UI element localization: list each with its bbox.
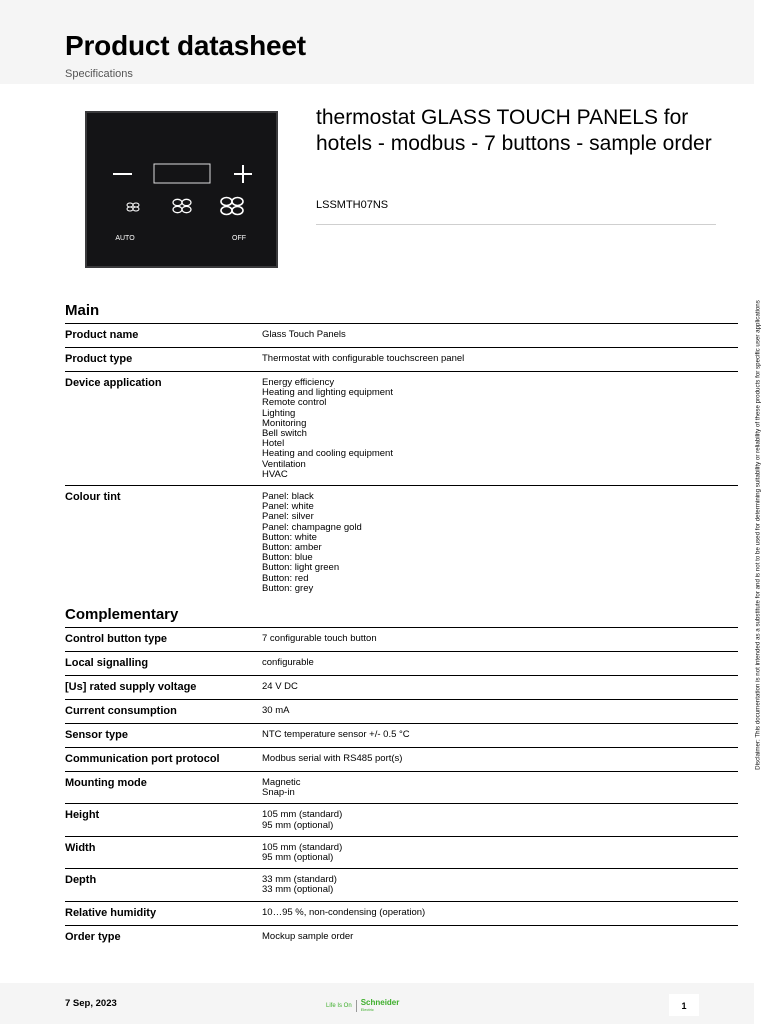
spec-value: HVAC xyxy=(262,468,288,480)
spec-value: Ventilation xyxy=(262,458,306,470)
spec-values xyxy=(262,808,738,830)
spec-values xyxy=(262,352,738,366)
section-title-complementary: Complementary xyxy=(65,606,738,628)
spec-values xyxy=(262,906,738,920)
spec-value: Heating and cooling equipment xyxy=(262,448,393,460)
spec-values xyxy=(262,632,738,646)
fan-medium-icon xyxy=(173,199,191,212)
fan-low-icon xyxy=(127,203,139,211)
spec-values xyxy=(262,776,738,798)
spec-value: Hotel xyxy=(262,438,285,450)
logo-brand-sub: Electric xyxy=(360,1007,374,1012)
spec-row xyxy=(65,652,738,676)
spec-values xyxy=(262,704,738,718)
spec-value: Thermostat with configurable touchscreen panel xyxy=(262,353,465,364)
spec-row xyxy=(65,837,738,869)
header-band xyxy=(0,0,754,84)
spec-value: Remote control xyxy=(262,397,327,409)
spec-label: Product name xyxy=(65,329,139,341)
spec-row xyxy=(65,902,738,926)
spec-row xyxy=(65,804,738,836)
spec-row xyxy=(65,486,738,599)
spec-label: Order type xyxy=(65,930,121,943)
main-section xyxy=(65,302,738,599)
spec-value: Button: amber xyxy=(262,542,322,554)
spec-label: Control button type xyxy=(65,633,168,645)
document-subtitle: Specifications xyxy=(65,68,133,80)
spec-label: Width xyxy=(65,841,96,854)
fan-high-icon xyxy=(221,198,243,215)
spec-values xyxy=(262,328,738,342)
spec-label: Mounting mode xyxy=(65,777,147,789)
spec-value: 10…95 %, non-condensing (operation) xyxy=(262,906,426,918)
spec-value: 33 mm (optional) xyxy=(262,884,334,896)
spec-values xyxy=(262,841,738,863)
spec-label: Local signalling xyxy=(65,657,149,669)
brand-logo xyxy=(326,999,399,1013)
footer-date: 7 Sep, 2023 xyxy=(65,998,117,1009)
spec-row xyxy=(65,700,738,724)
plus-icon xyxy=(234,165,252,183)
spec-value: Heating and lighting equipment xyxy=(262,387,393,399)
auto-label: AUTO xyxy=(115,235,135,242)
spec-value: Mockup sample order xyxy=(262,930,354,942)
spec-value: Snap-in xyxy=(262,787,295,799)
product-image xyxy=(85,111,278,268)
spec-value: 95 mm (optional) xyxy=(262,852,334,864)
spec-row xyxy=(65,628,738,652)
off-label: OFF xyxy=(232,235,246,242)
spec-value: Magnetic xyxy=(262,777,301,788)
spec-value: Monitoring xyxy=(262,417,307,429)
spec-value: Button: grey xyxy=(262,582,314,594)
spec-value: Button: red xyxy=(262,572,309,584)
spec-row xyxy=(65,926,738,949)
logo-tagline: Life Is On xyxy=(326,1003,352,1009)
spec-value: Glass Touch Panels xyxy=(262,329,346,340)
complementary-spec-table xyxy=(65,628,738,949)
spec-value: Button: light green xyxy=(262,562,340,574)
spec-value: Button: white xyxy=(262,531,317,543)
spec-row xyxy=(65,324,738,348)
disclaimer-text: Disclaimer: This documentation is not intended as a substitute for and is not to be used for determining suitability or reliability of these products for specific user applications xyxy=(754,300,762,770)
spec-value: 7 configurable touch button xyxy=(262,633,377,644)
spec-label: Sensor type xyxy=(65,729,128,741)
spec-values xyxy=(262,490,738,594)
spec-row xyxy=(65,676,738,700)
logo-separator xyxy=(356,1000,357,1012)
spec-value: 30 mA xyxy=(262,705,290,716)
spec-values xyxy=(262,752,738,766)
spec-value: Lighting xyxy=(262,407,296,419)
spec-value: Panel: black xyxy=(262,491,314,503)
spec-value: Button: blue xyxy=(262,552,313,564)
spec-value: configurable xyxy=(262,657,314,668)
spec-value: Panel: silver xyxy=(262,511,314,523)
divider xyxy=(316,224,716,225)
spec-row xyxy=(65,724,738,748)
document-title: Product datasheet xyxy=(65,30,306,61)
spec-label: Device application xyxy=(65,377,162,389)
spec-value: Energy efficiency xyxy=(262,377,335,388)
spec-label: Colour tint xyxy=(65,491,121,504)
spec-values xyxy=(262,930,738,944)
spec-label: Product type xyxy=(65,353,133,365)
page-number: 1 xyxy=(669,994,699,1016)
spec-value: 24 V DC xyxy=(262,681,298,692)
logo-brand xyxy=(361,999,400,1013)
spec-label: Current consumption xyxy=(65,705,177,717)
spec-value: Modbus serial with RS485 port(s) xyxy=(262,753,403,764)
footer-band xyxy=(0,983,754,1024)
spec-values xyxy=(262,873,738,895)
spec-row xyxy=(65,772,738,804)
spec-label: Height xyxy=(65,809,100,822)
spec-label: Relative humidity xyxy=(65,906,157,919)
complementary-section xyxy=(65,606,738,949)
spec-value: Panel: champagne gold xyxy=(262,521,362,533)
product-reference: LSSMTH07NS xyxy=(316,199,389,211)
spec-value: Panel: white xyxy=(262,501,314,513)
display-window xyxy=(154,164,210,183)
spec-value: 105 mm (standard) xyxy=(262,841,343,853)
disclaimer xyxy=(748,295,768,775)
spec-values xyxy=(262,656,738,670)
spec-row xyxy=(65,372,738,486)
spec-row xyxy=(65,348,738,372)
section-title-main: Main xyxy=(65,302,738,324)
spec-value: 95 mm (optional) xyxy=(262,819,334,831)
main-spec-table xyxy=(65,324,738,599)
spec-label: Depth xyxy=(65,874,97,887)
logo-brand-name: Schneider xyxy=(360,998,400,1007)
spec-values xyxy=(262,376,738,480)
spec-values xyxy=(262,728,738,742)
spec-value: 33 mm (standard) xyxy=(262,874,337,886)
spec-value: NTC temperature sensor +/- 0.5 °C xyxy=(262,729,410,740)
spec-label: Communication port protocol xyxy=(65,753,220,765)
spec-label: [Us] rated supply voltage xyxy=(65,681,197,693)
spec-values xyxy=(262,680,738,694)
spec-value: Bell switch xyxy=(262,428,307,440)
spec-row xyxy=(65,869,738,901)
product-title: thermostat GLASS TOUCH PANELS for hotels - modbus - 7 buttons - sample order xyxy=(316,106,712,155)
spec-row xyxy=(65,748,738,772)
spec-value: 105 mm (standard) xyxy=(262,809,343,821)
